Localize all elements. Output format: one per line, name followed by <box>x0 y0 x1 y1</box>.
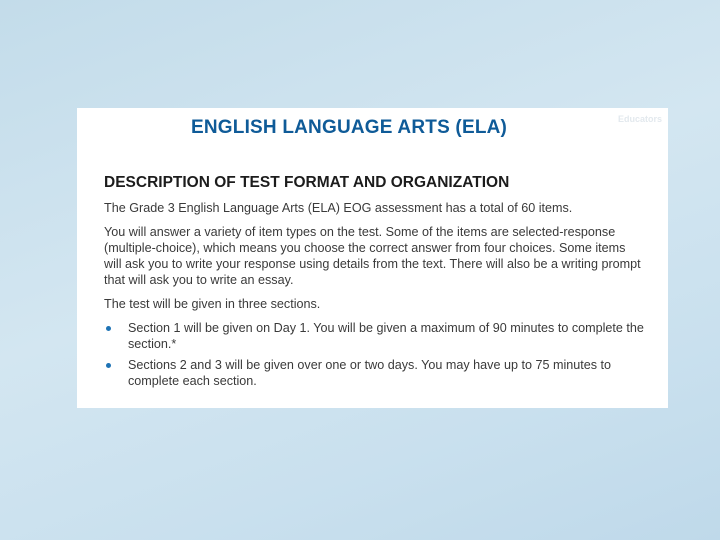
paragraph-total-items: The Grade 3 English Language Arts (ELA) EOG assessment has a total of 60 items. <box>104 201 573 215</box>
paragraph-item-types: You will answer a variety of item types on the test. Some of the items are selected-response (multiple-choice), which means you choose the correct answer from four choices. Some items will ask you to write your response using details from the text. There will also be a writing prompt that will ask you to write an essay. <box>104 225 641 287</box>
bullet-icon <box>106 326 111 331</box>
list-item <box>104 320 644 352</box>
section-heading: DESCRIPTION OF TEST FORMAT AND ORGANIZATION <box>104 174 510 191</box>
watermark: Educators <box>617 114 662 124</box>
bullet-list <box>104 320 644 389</box>
bullet-text-sections-2-3: Sections 2 and 3 will be given over one or two days. You may have up to 75 minutes to complete each section. <box>128 358 612 388</box>
bullet-icon <box>106 363 111 368</box>
document-card <box>77 108 668 408</box>
page-title: ENGLISH LANGUAGE ARTS (ELA) <box>191 117 508 138</box>
document-body <box>104 200 644 394</box>
paragraph-sections: The test will be given in three sections. <box>104 297 321 311</box>
bullet-text-section-1: Section 1 will be given on Day 1. You will be given a maximum of 90 minutes to complete the section.* <box>128 321 644 351</box>
list-item <box>104 357 644 389</box>
